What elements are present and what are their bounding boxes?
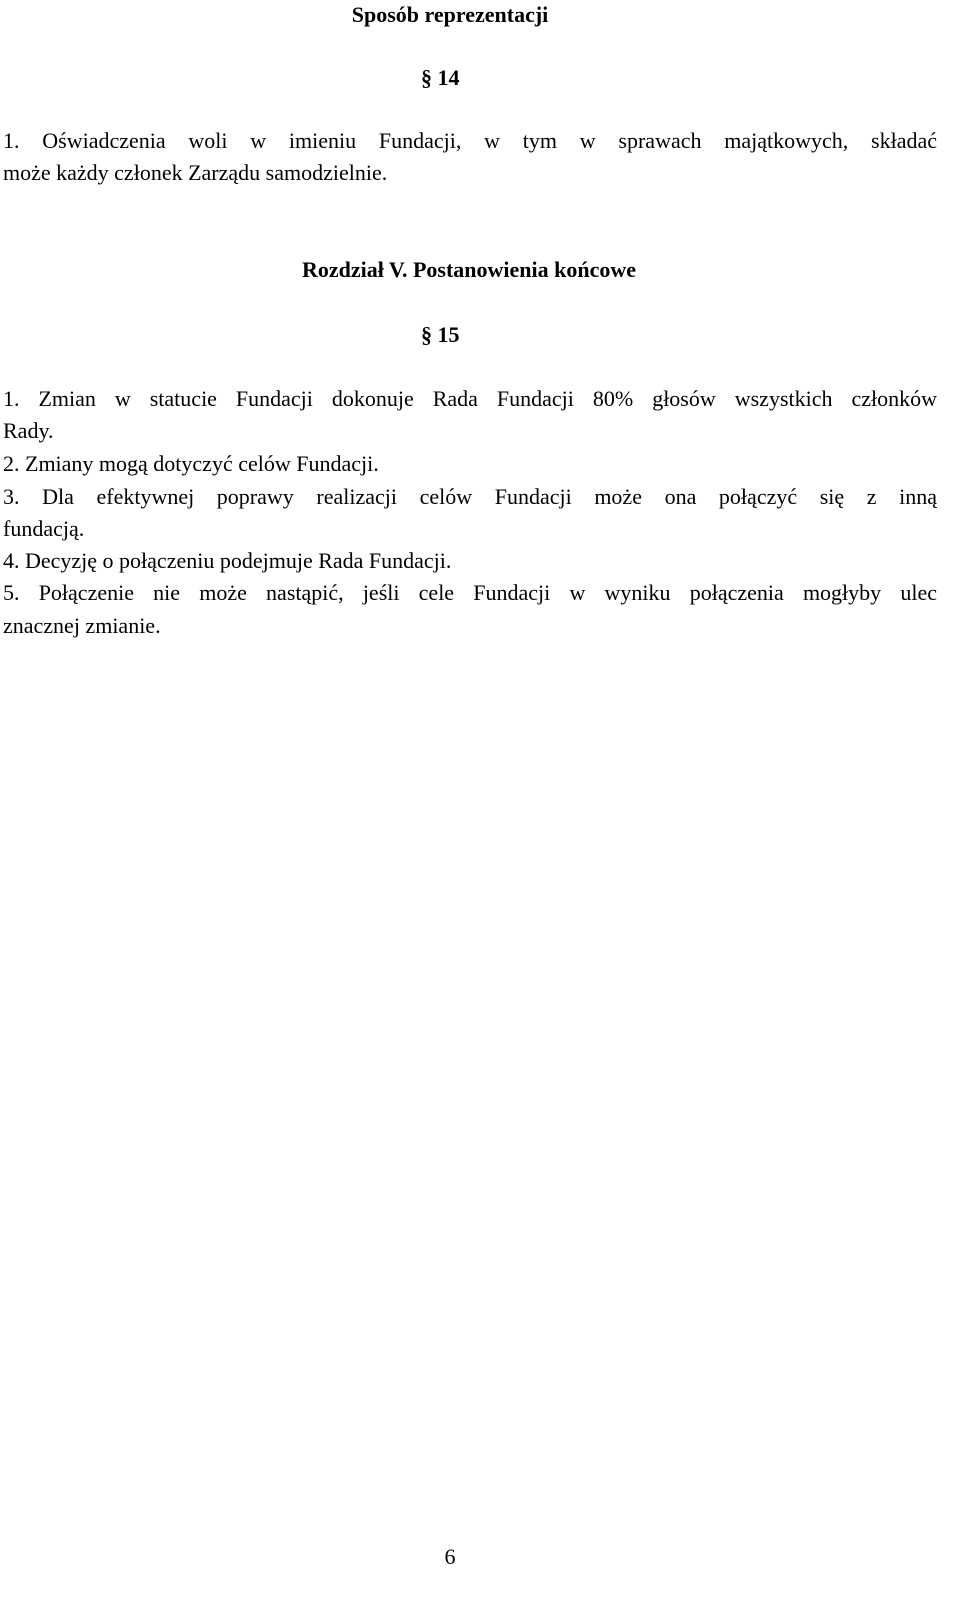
paragraph-15-line-1: 1. Zmian w statucie Fundacji dokonuje Rada Fundacji 80% głosów wszystkich członków [3,386,937,411]
paragraph-mark-15: § 15 [421,322,460,347]
paragraph-15-line-3: 2. Zmiany mogą dotyczyć celów Fundacji. [3,451,379,476]
paragraph-15-line-2: Rady. [3,418,54,443]
paragraph-15-line-4: 3. Dla efektywnej poprawy realizacji celów Fundacji może ona połączyć się z inną [3,484,937,509]
paragraph-15-line-5: fundacją. [3,516,85,541]
paragraph-14-line-2: może każdy członek Zarządu samodzielnie. [3,160,388,185]
paragraph-14-line-1: 1. Oświadczenia woli w imieniu Fundacji, w tym w sprawach majątkowych, składać [3,128,937,153]
paragraph-15-line-6: 4. Decyzję o połączeniu podejmuje Rada Fundacji. [3,548,452,573]
paragraph-15-line-8: znacznej zmianie. [3,613,161,638]
section-title: Sposób reprezentacji [351,2,549,27]
paragraph-mark-14: § 14 [421,65,460,90]
chapter-title: Rozdział V. Postanowienia końcowe [301,257,637,282]
paragraph-15-line-7: 5. Połączenie nie może nastąpić, jeśli cele Fundacji w wyniku połączenia mogłyby ulec [3,580,937,605]
page-number: 6 [444,1544,456,1569]
